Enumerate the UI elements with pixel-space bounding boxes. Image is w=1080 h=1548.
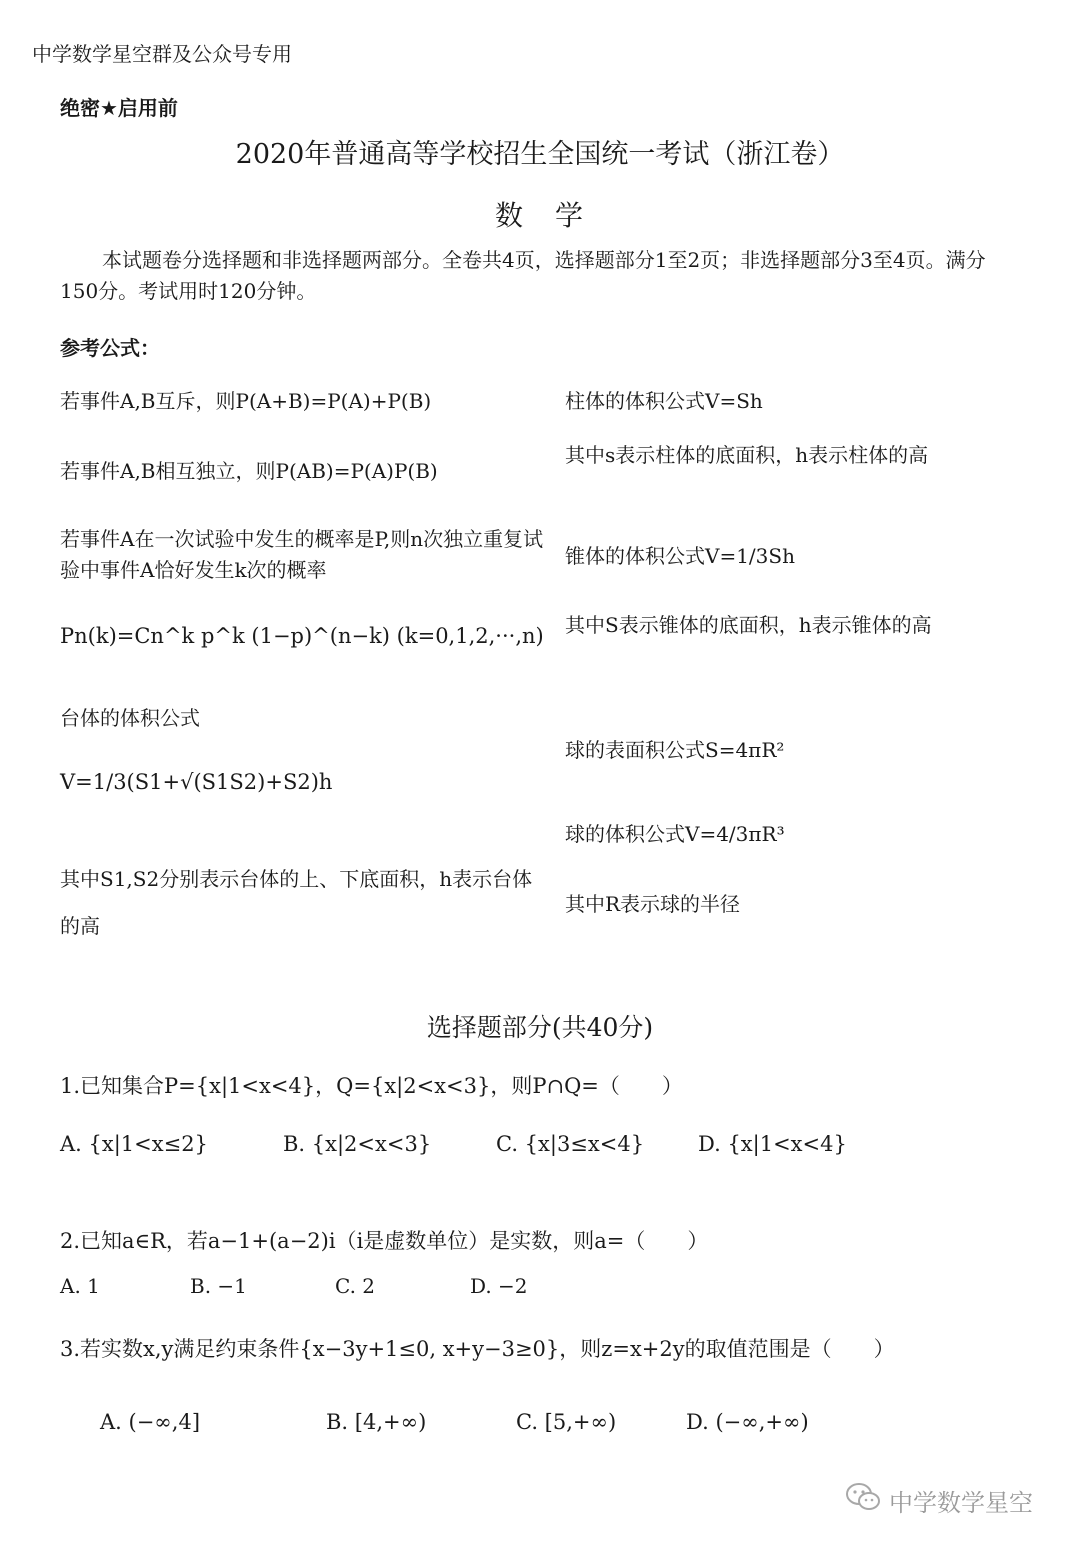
formula-exclusive: 若事件A,B互斥，则P(A+B)=P(A)+P(B) [60, 389, 432, 413]
formula-sphere-volume: 球的体积公式V=4/3πR³ [565, 822, 785, 846]
wechat-icon [845, 1482, 881, 1518]
q1-option-b[interactable]: B. {x|2<x<3} [283, 1132, 432, 1156]
footer-logo-text: 中学数学星空 [889, 1488, 1033, 1517]
question-2-stem: 2.已知a∈R，若a−1+(a−2)i（i是虚数单位）是实数，则a=（ ） [60, 1229, 709, 1253]
q2-option-d[interactable]: D. −2 [470, 1274, 528, 1298]
formula-frustum-title: 台体的体积公式 [60, 706, 200, 730]
formula-binomial: Pn(k)=Cn^k p^k (1−p)^(n−k) (k=0,1,2,···,n) [60, 624, 544, 648]
reference-heading: 参考公式： [60, 336, 160, 360]
formula-bernoulli-desc: 若事件A在一次试验中发生的概率是P,则n次独立重复试验中事件A恰好发生k次的概率 [60, 527, 544, 582]
formula-frustum: V=1/3(S1+√(S1S2)+S2)h [60, 770, 333, 794]
q3-option-b[interactable]: B. [4,+∞) [326, 1410, 427, 1434]
formula-sphere-area: 球的表面积公式S=4πR² [565, 738, 785, 762]
formula-pyramid-desc: 其中S表示锥体的底面积，h表示锥体的高 [565, 613, 932, 637]
exam-title: 2020年普通高等学校招生全国统一考试（浙江卷） [235, 139, 845, 170]
top-watermark: 中学数学星空群及公众号专用 [32, 42, 292, 66]
section-title: 选择题部分(共40分) [426, 1013, 654, 1042]
q3-option-d[interactable]: D. (−∞,+∞) [686, 1410, 809, 1434]
formula-frustum-desc: 其中S1,S2分别表示台体的上、下底面积，h表示台体的高 [60, 867, 533, 938]
q2-option-a[interactable]: A. 1 [60, 1274, 100, 1298]
formula-pyramid-volume: 锥体的体积公式V=1/3Sh [565, 544, 795, 568]
q1-option-d[interactable]: D. {x|1<x<4} [698, 1132, 847, 1156]
secrecy-label: 绝密★启用前 [60, 96, 178, 120]
question-3-stem: 3.若实数x,y满足约束条件{x−3y+1≤0, x+y−3≥0}，则z=x+2y的取值范围是（ ） [60, 1337, 895, 1361]
formula-sphere-desc: 其中R表示球的半径 [565, 892, 741, 916]
q2-option-b[interactable]: B. −1 [190, 1274, 247, 1298]
question-1-stem: 1.已知集合P={x|1<x<4}，Q={x|2<x<3}，则P∩Q=（ ） [60, 1074, 683, 1098]
q1-option-c[interactable]: C. {x|3≤x<4} [496, 1132, 645, 1156]
formula-prism-desc: 其中s表示柱体的底面积，h表示柱体的高 [565, 443, 929, 467]
subject-title: 数 学 [494, 199, 585, 232]
formula-independent: 若事件A,B相互独立，则P(AB)=P(A)P(B) [60, 459, 438, 483]
q3-option-c[interactable]: C. [5,+∞) [516, 1410, 617, 1434]
footer-logo [845, 1482, 1033, 1518]
formula-prism-volume: 柱体的体积公式V=Sh [565, 389, 763, 413]
intro-paragraph: 本试题卷分选择题和非选择题两部分。全卷共4页，选择题部分1至2页；非选择题部分3至4页。满分150分。考试用时120分钟。 [60, 248, 986, 303]
q1-option-a[interactable]: A. {x|1<x≤2} [60, 1132, 208, 1156]
q2-option-c[interactable]: C. 2 [335, 1274, 376, 1298]
q3-option-a[interactable]: A. (−∞,4] [100, 1410, 201, 1434]
